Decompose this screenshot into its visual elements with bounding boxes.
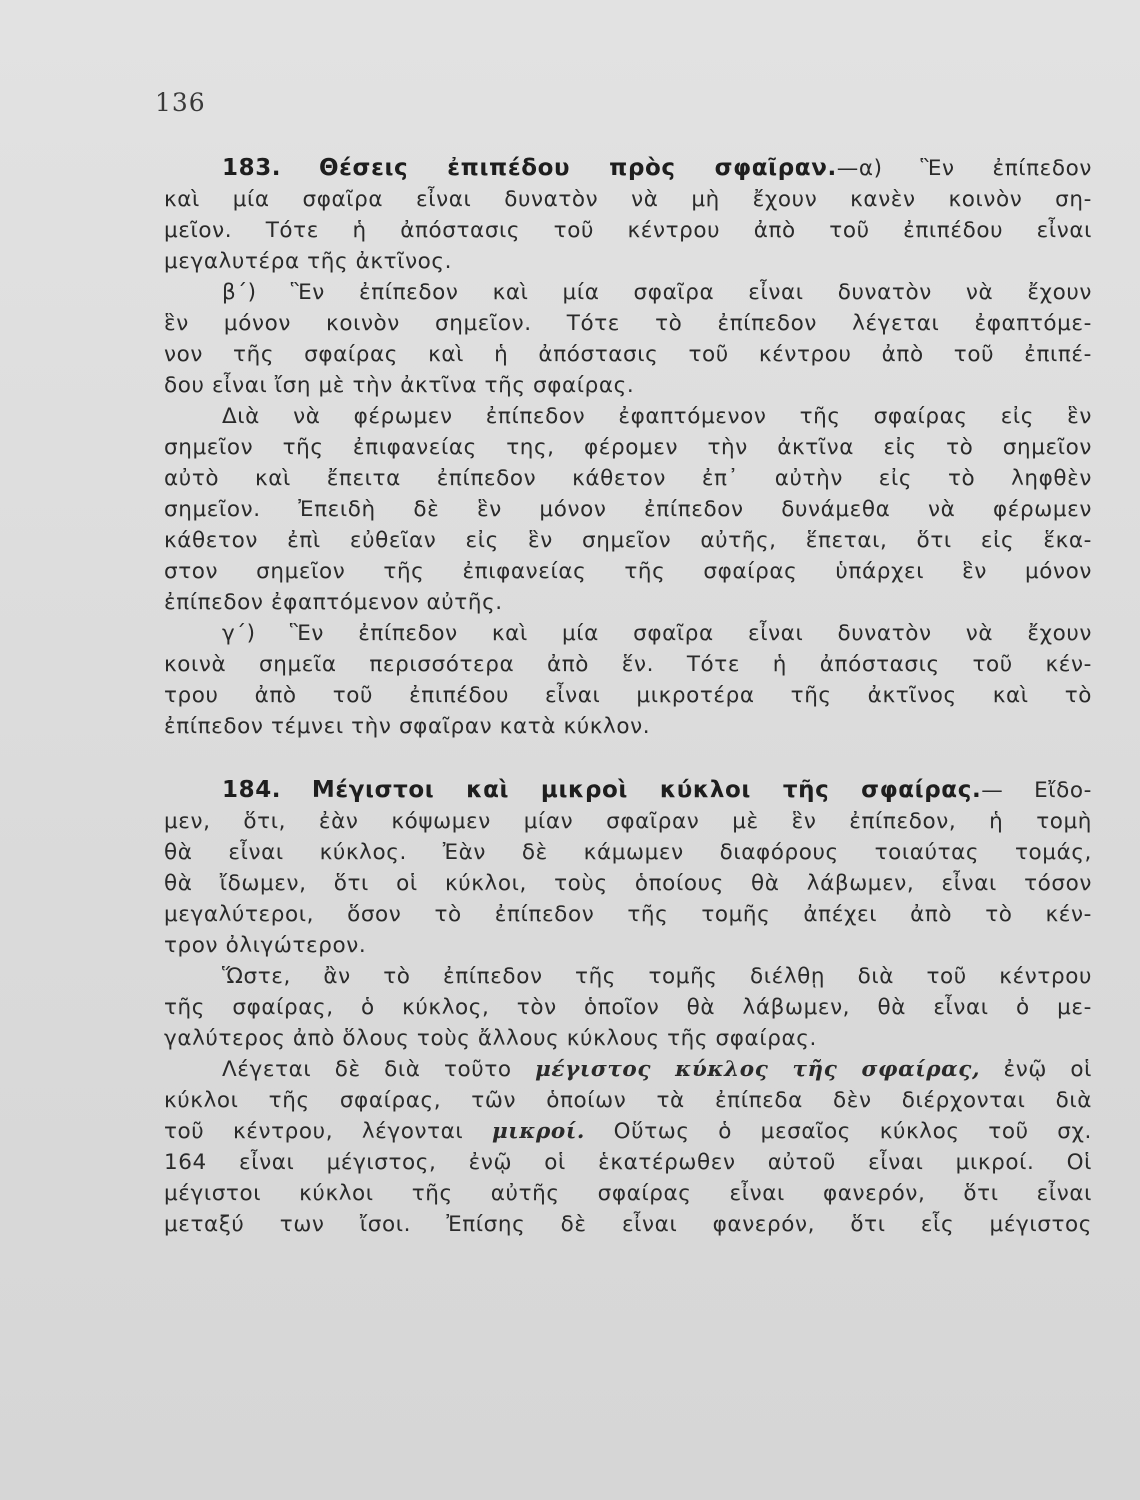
text-fragment: ἐνῷ οἱ — [1003, 1057, 1093, 1082]
text-line: ἓν μόνον κοινὸν σημεῖον. Τότε τὸ ἐπίπεδον λέγεται ἐφαπτόμε- — [164, 311, 1092, 336]
text-fragment: Λέγεται δὲ διὰ τοῦτο — [222, 1057, 512, 1082]
text-line: νον τῆς σφαίρας καὶ ἡ ἀπόστασις τοῦ κέντρου ἀπὸ τοῦ ἐπιπέ- — [164, 342, 1092, 367]
text-line: Διὰ νὰ φέρωμεν ἐπίπεδον ἐφαπτόμενον τῆς σφαίρας εἰς ἓν — [222, 404, 1092, 429]
section-number: 183. — [222, 155, 282, 181]
section-184 — [164, 775, 1092, 1240]
section-184-heading-line — [164, 775, 1092, 806]
text-line: τρον ὀλιγώτερον. — [164, 933, 367, 958]
text-line: — Εἴδο- — [981, 778, 1092, 803]
text-line: δου εἶναι ἴση μὲ τὴν ἀκτῖνα τῆς σφαίρας. — [164, 373, 635, 398]
text-line-with-term — [164, 1054, 1092, 1085]
text-line: θὰ εἶναι κύκλος. Ἐὰν δὲ κάμωμεν διαφόρους τοιαύτας τομάς, — [164, 840, 1092, 865]
text-line: τρου ἀπὸ τοῦ ἐπιπέδου εἶναι μικροτέρα τῆς ἀκτῖνος καὶ τὸ — [164, 683, 1092, 708]
text-fragment: Οὕτως ὁ μεσαῖος κύκλος τοῦ σχ. — [613, 1119, 1092, 1144]
text-line: γ΄) Ἓν ἐπίπεδον καὶ μία σφαῖρα εἶναι δυνατὸν νὰ ἔχουν — [222, 621, 1092, 646]
text-line: θὰ ἴδωμεν, ὅτι οἱ κύκλοι, τοὺς ὁποίους θὰ λάβωμεν, εἶναι τόσον — [164, 871, 1092, 896]
text-line: κάθετον ἐπὶ εὐθεῖαν εἰς ἓν σημεῖον αὐτῆς, ἕπεται, ὅτι εἰς ἕκα- — [164, 528, 1092, 553]
text-line: ἐπίπεδον τέμνει τὴν σφαῖραν κατὰ κύκλον. — [164, 714, 651, 739]
text-line-with-term — [164, 1116, 1092, 1147]
text-line: ἐπίπεδον ἐφαπτόμενον αὐτῆς. — [164, 590, 503, 615]
text-line: αὐτὸ καὶ ἔπειτα ἐπίπεδον κάθετον ἐπ᾽ αὐτὴν εἰς τὸ ληφθὲν — [164, 466, 1092, 491]
text-line: σημεῖον τῆς ἐπιφανείας της, φέρομεν τὴν ἀκτῖνα εἰς τὸ σημεῖον — [164, 435, 1092, 460]
text-line: σημεῖον. Ἐπειδὴ δὲ ἓν μόνον ἐπίπεδον δυνάμεθα νὰ φέρωμεν — [164, 497, 1092, 522]
section-title: Θέσεις ἐπιπέδου πρὸς σφαῖραν. — [319, 155, 837, 181]
text-line: καὶ μία σφαῖρα εἶναι δυνατὸν νὰ μὴ ἔχουν κανὲν κοινὸν ση- — [164, 187, 1092, 212]
defined-term-small-circle: μικροί. — [491, 1119, 585, 1144]
section-title: Μέγιστοι καὶ μικροὶ κύκλοι τῆς σφαίρας. — [311, 777, 982, 803]
page-body — [164, 153, 1092, 1240]
text-line: μέγιστοι κύκλοι τῆς αὐτῆς σφαίρας εἶναι φανερόν, ὅτι εἶναι — [164, 1181, 1092, 1206]
text-line: κύκλοι τῆς σφαίρας, τῶν ὁποίων τὰ ἐπίπεδα δὲν διέρχονται διὰ — [164, 1088, 1092, 1113]
section-183-heading-line — [164, 153, 1092, 184]
text-line: τῆς σφαίρας, ὁ κύκλος, τὸν ὁποῖον θὰ λάβωμεν, θὰ εἶναι ὁ με- — [164, 995, 1092, 1020]
defined-term-great-circle: μέγιστος κύκλος τῆς σφαίρας, — [535, 1057, 981, 1082]
text-line: μεταξύ των ἴσοι. Ἐπίσης δὲ εἶναι φανερόν, ὅτι εἷς μέγιστος — [164, 1212, 1092, 1237]
text-line: μεῖον. Τότε ἡ ἀπόστασις τοῦ κέντρου ἀπὸ τοῦ ἐπιπέδου εἶναι — [164, 218, 1092, 243]
section-number: 184. — [222, 777, 282, 803]
text-line: —α) Ἓν ἐπίπεδον — [836, 156, 1093, 181]
section-gap — [164, 742, 1092, 775]
text-line: γαλύτερος ἀπὸ ὅλους τοὺς ἄλλους κύκλους τῆς σφαίρας. — [164, 1026, 817, 1051]
text-line: Ὥστε, ἂν τὸ ἐπίπεδον τῆς τομῆς διέλθῃ διὰ τοῦ κέντρου — [222, 964, 1092, 989]
text-line: μεγαλυτέρα τῆς ἀκτῖνος. — [164, 249, 453, 274]
text-line: κοινὰ σημεῖα περισσότερα ἀπὸ ἕν. Τότε ἡ ἀπόστασις τοῦ κέν- — [164, 652, 1092, 677]
text-line: στον σημεῖον τῆς ἐπιφανείας τῆς σφαίρας ὑπάρχει ἓν μόνον — [164, 559, 1092, 584]
section-183 — [164, 153, 1092, 742]
text-fragment: τοῦ κέντρου, λέγονται — [164, 1119, 464, 1144]
text-line: β΄) Ἓν ἐπίπεδον καὶ μία σφαῖρα εἶναι δυνατὸν νὰ ἔχουν — [222, 280, 1092, 305]
text-line: μεγαλύτεροι, ὅσον τὸ ἐπίπεδον τῆς τομῆς ἀπέχει ἀπὸ τὸ κέν- — [164, 902, 1092, 927]
text-line: 164 εἶναι μέγιστος, ἐνῷ οἱ ἑκατέρωθεν αὐτοῦ εἶναι μικροί. Οἱ — [164, 1150, 1092, 1175]
page-number: 136 — [155, 88, 206, 117]
text-line: μεν, ὅτι, ἐὰν κόψωμεν μίαν σφαῖραν μὲ ἓν ἐπίπεδον, ἡ τομὴ — [164, 809, 1092, 834]
